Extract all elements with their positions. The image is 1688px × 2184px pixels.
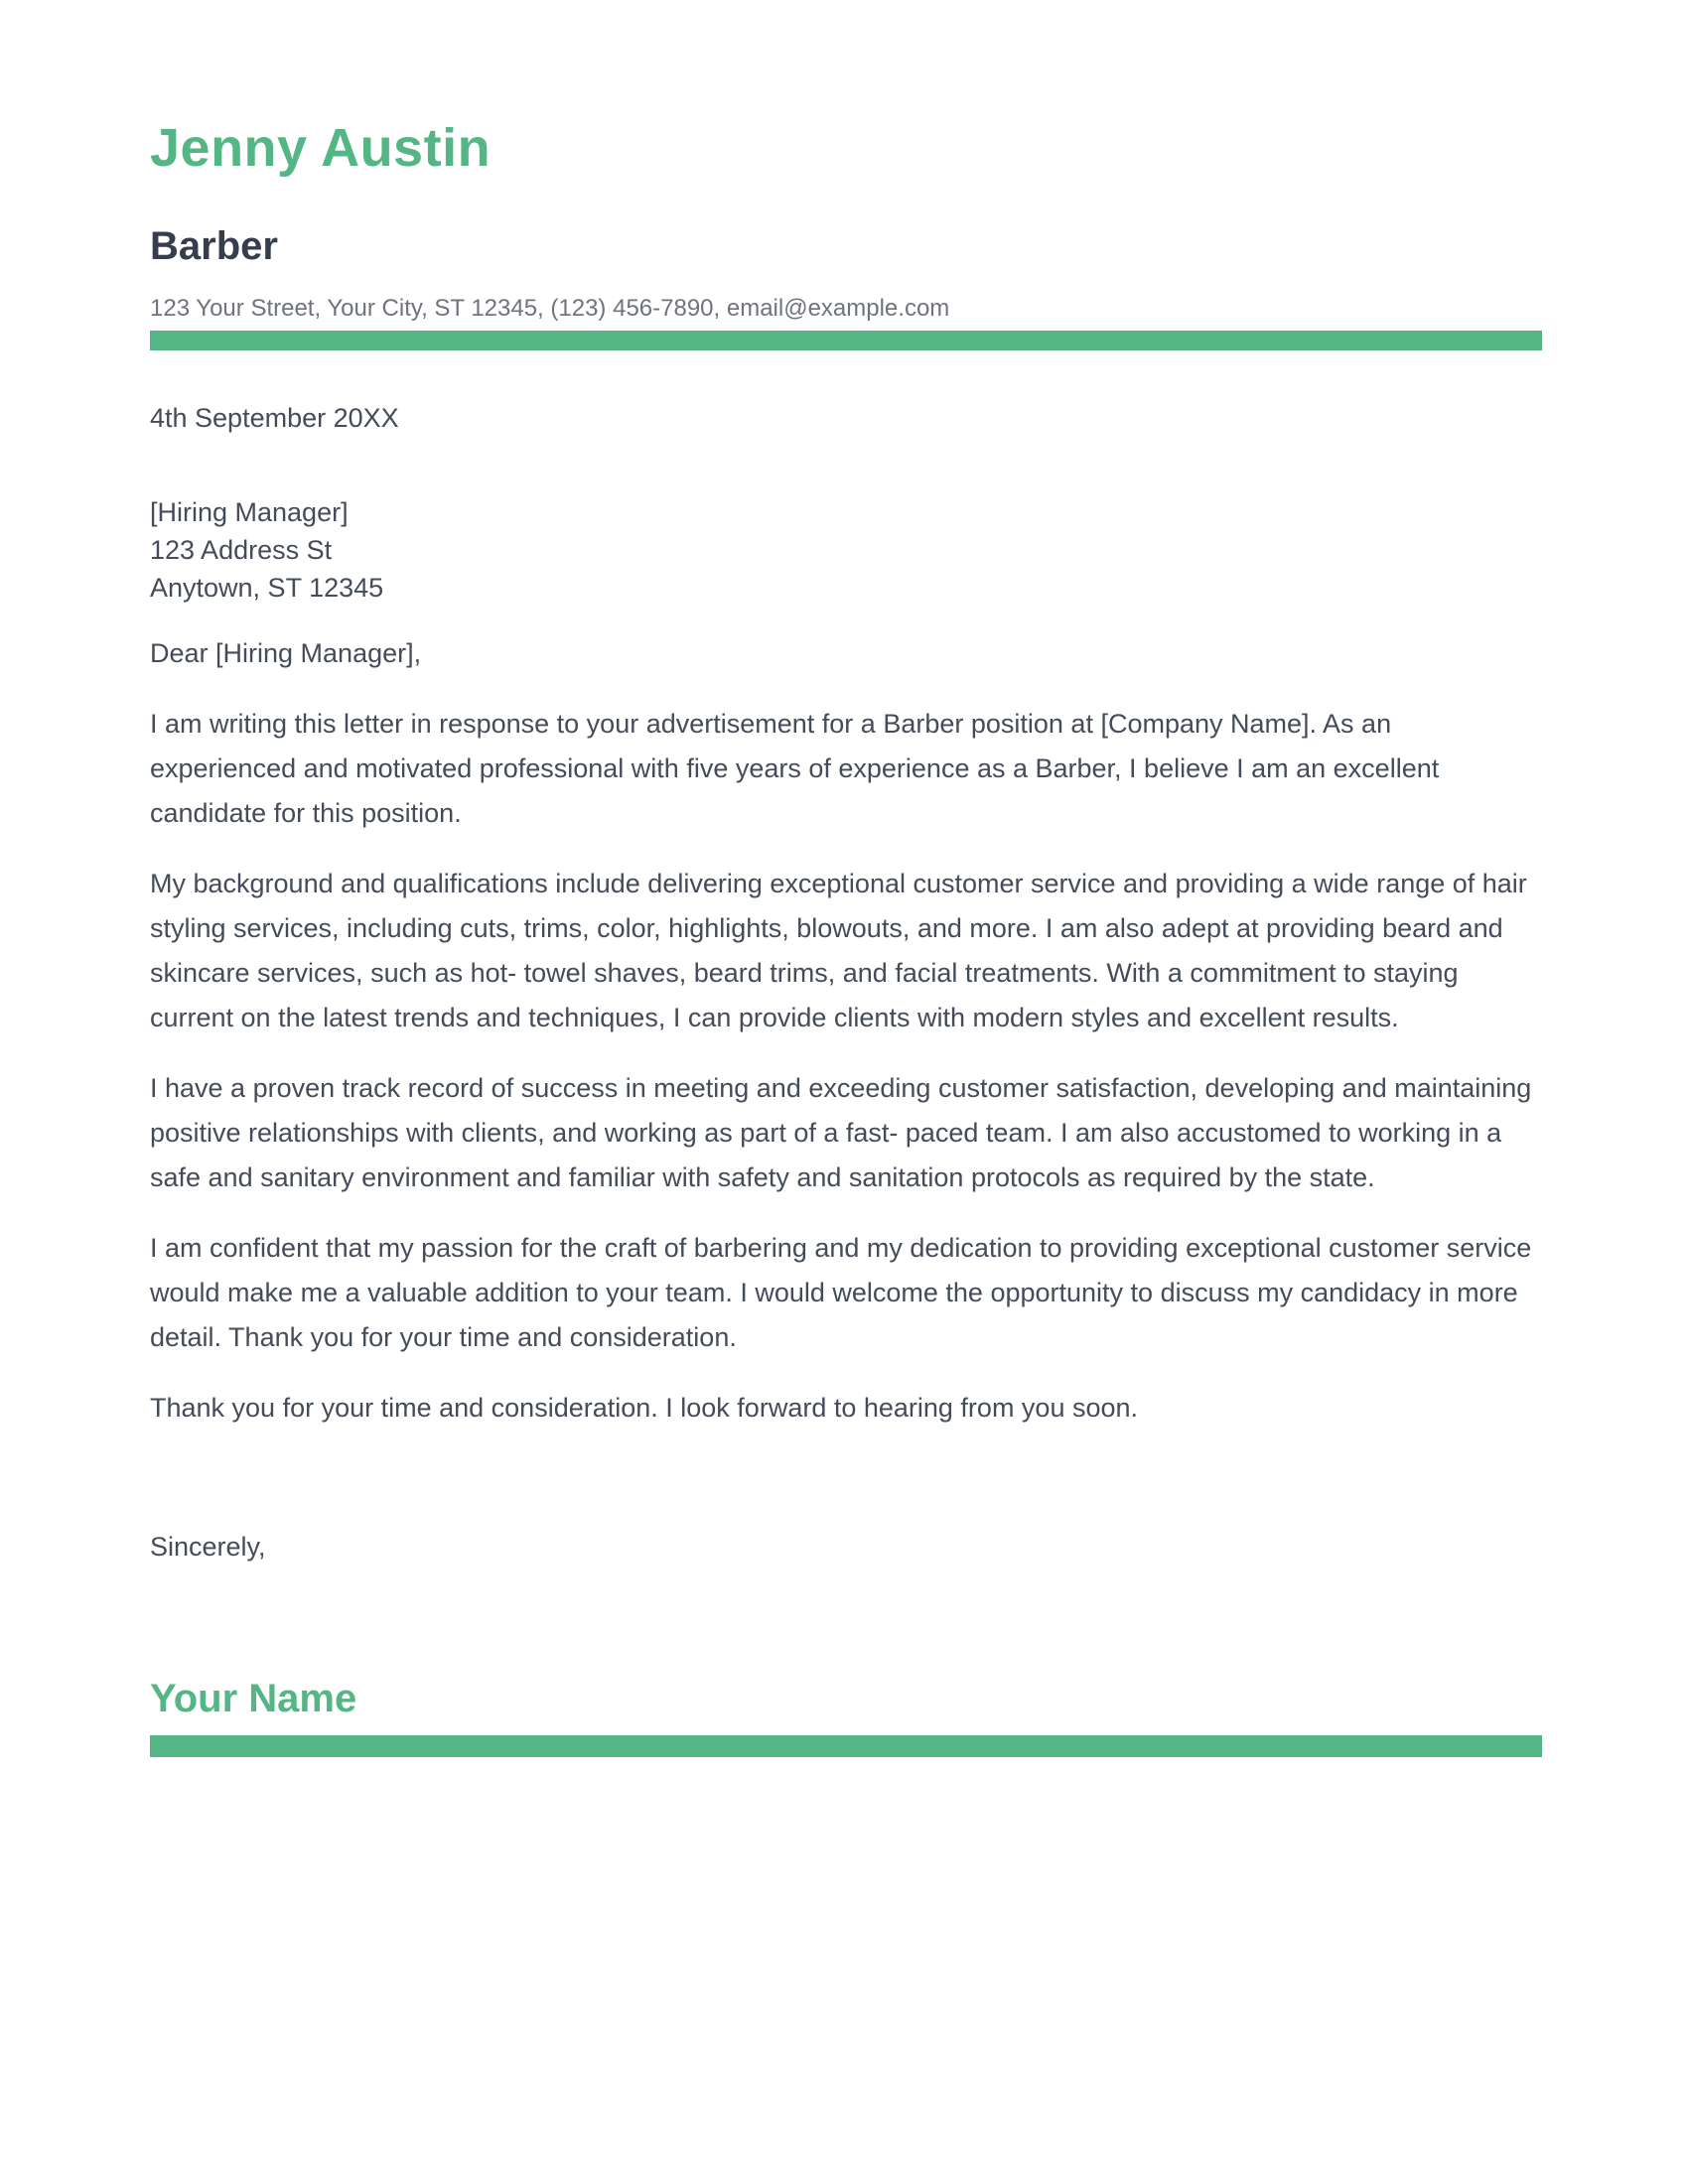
- recipient-address-line: [Hiring Manager]: [150, 497, 349, 527]
- body-paragraph: My background and qualifications include delivering exceptional customer service and providing a wide range of hair styling services, including cuts, trims, color, highlights, blowouts, and more. I am also adept at providing beard and skincare services, such as hot- towel shaves, beard trims, and facial treatments. With a commitment to staying current on the latest trends and techniques, I can provide clients with modern styles and excellent results.: [150, 869, 1527, 1032]
- footer-accent-bar: [150, 1735, 1542, 1757]
- body-paragraph: I am confident that my passion for the craft of barbering and my dedication to providing exceptional customer service would make me a valuable addition to your team. I would welcome the opportunity to discuss my candidacy in more detail. Thank you for your time and consideration.: [150, 1233, 1532, 1352]
- closing-salutation: Sincerely,: [150, 1532, 266, 1562]
- job-title: Barber: [150, 224, 278, 268]
- header-accent-bar: [150, 331, 1542, 350]
- recipient-address-line: Anytown, ST 12345: [150, 573, 384, 603]
- applicant-name: Jenny Austin: [150, 118, 492, 178]
- body-paragraph: I have a proven track record of success in meeting and exceeding customer satisfaction, developing and maintaining positive relationships with clients, and working as part of a fast- paced team. I am also accustomed to working in a safe and sanitary environment and familiar with safety and sanitation protocols as required by the state.: [150, 1073, 1532, 1192]
- letter-date: 4th September 20XX: [150, 403, 399, 433]
- signature-name: Your Name: [150, 1677, 357, 1720]
- salutation: Dear [Hiring Manager],: [150, 638, 422, 668]
- body-paragraph: Thank you for your time and consideration. I look forward to hearing from you soon.: [150, 1393, 1139, 1423]
- recipient-address-block: [150, 493, 1542, 607]
- body-paragraph: I am writing this letter in response to your advertisement for a Barber position at [Company Name]. As an experienced and motivated professional with five years of experience as a Barber, I believe I am an excellent candidate for this position.: [150, 709, 1440, 828]
- recipient-address-line: 123 Address St: [150, 535, 333, 565]
- contact-info: 123 Your Street, Your City, ST 12345, (123) 456-7890, email@example.com: [150, 295, 950, 322]
